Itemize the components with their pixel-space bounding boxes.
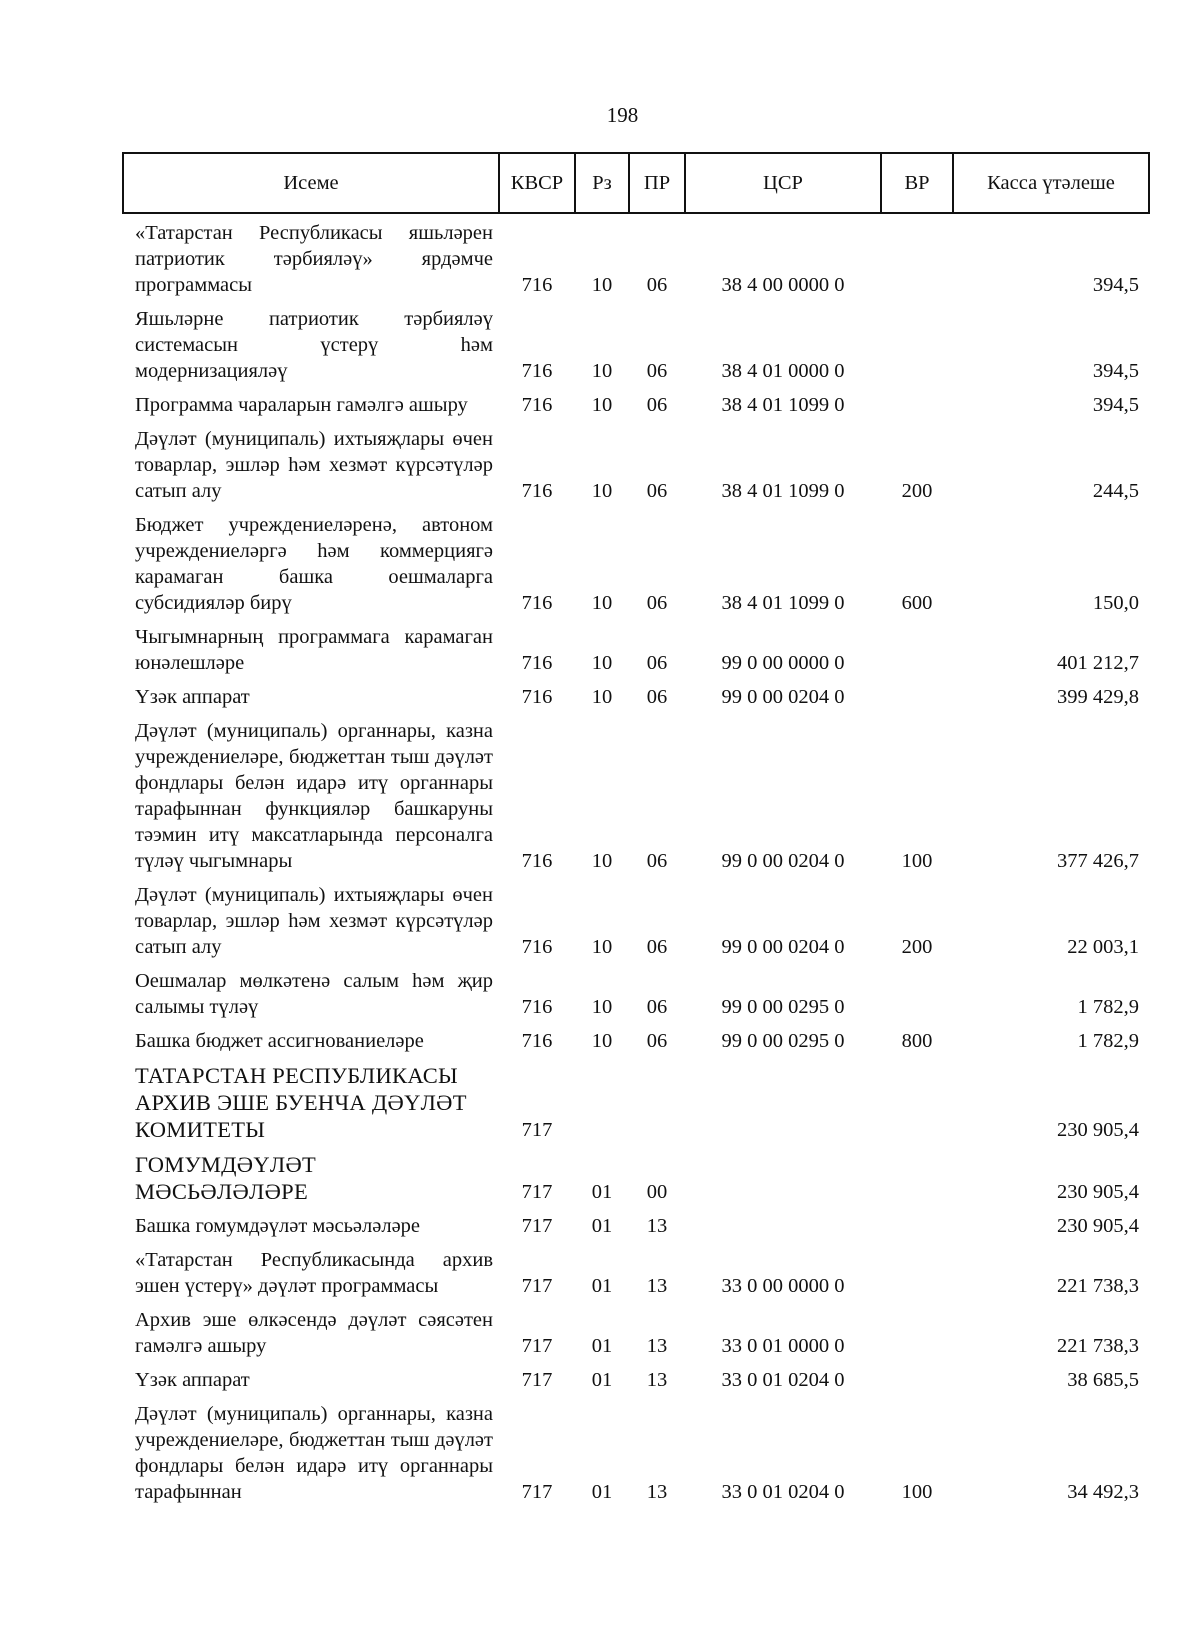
header-cash-execution: Касса үтәлеше <box>953 153 1149 213</box>
cell-csr: 38 4 01 1099 0 <box>721 394 845 416</box>
cell-kvsr: 717 <box>521 1481 553 1503</box>
cell-rz: 10 <box>591 394 613 416</box>
cell-sum: 230 905,4 <box>1057 1119 1139 1141</box>
cell-pr: 13 <box>646 1215 668 1237</box>
cell-csr: 99 0 00 0295 0 <box>721 1030 845 1052</box>
cell-csr: 99 0 00 0204 0 <box>721 850 845 872</box>
header-vr: ВР <box>881 153 953 213</box>
cell-kvsr: 716 <box>521 480 553 502</box>
table-row <box>123 678 1149 712</box>
cell-sum: 1 782,9 <box>1077 1030 1139 1052</box>
cell-pr: 06 <box>646 936 668 958</box>
page-number: 198 <box>606 103 639 127</box>
cell-name: Үзәк аппарат <box>135 1369 250 1391</box>
cell-pr: 06 <box>646 274 668 296</box>
cell-kvsr: 716 <box>521 652 553 674</box>
cell-pr: 06 <box>646 1030 668 1052</box>
cell-rz: 10 <box>591 1030 613 1052</box>
cell-kvsr: 716 <box>521 936 553 958</box>
cell-name: «Татарстан Республикасында архив эшен үстерү» дәүләт программасы <box>135 1249 493 1297</box>
cell-vr <box>881 1241 953 1301</box>
cell-csr: 33 0 01 0204 0 <box>721 1481 845 1503</box>
cell-pr: 06 <box>646 592 668 614</box>
cell-sum: 377 426,7 <box>1057 850 1139 872</box>
cell-pr: 06 <box>646 480 668 502</box>
cell-rz: 10 <box>591 360 613 382</box>
cell-kvsr: 717 <box>521 1181 553 1203</box>
cell-rz: 10 <box>591 936 613 958</box>
header-pr: ПР <box>629 153 685 213</box>
cell-rz <box>575 1056 629 1145</box>
cell-rz: 01 <box>591 1215 613 1237</box>
cell-vr <box>881 1301 953 1361</box>
cell-pr: 06 <box>646 394 668 416</box>
cell-rz: 01 <box>591 1481 613 1503</box>
cell-csr: 38 4 01 0000 0 <box>721 360 845 382</box>
cell-sum: 22 003,1 <box>1067 936 1139 958</box>
cell-pr: 13 <box>646 1335 668 1357</box>
cell-vr: 100 <box>901 850 933 872</box>
table-row <box>123 1301 1149 1361</box>
cell-pr: 06 <box>646 652 668 674</box>
cell-sum: 401 212,7 <box>1057 652 1139 674</box>
cell-kvsr: 716 <box>521 592 553 614</box>
header-name: Исеме <box>123 153 499 213</box>
table-row <box>123 618 1149 678</box>
table-row <box>123 1145 1149 1207</box>
cell-sum: 38 685,5 <box>1067 1369 1139 1391</box>
cell-sum: 221 738,3 <box>1057 1275 1139 1297</box>
cell-name: Дәүләт (муниципаль) ихтыяҗлары өчен товарлар, эшләр һәм хезмәт күрсәтүләр сатып алу <box>135 428 493 502</box>
cell-pr <box>629 1056 685 1145</box>
cell-sum: 244,5 <box>1092 480 1139 502</box>
cell-pr: 06 <box>646 686 668 708</box>
table-row <box>123 506 1149 618</box>
cell-rz: 01 <box>591 1335 613 1357</box>
cell-csr: 99 0 00 0204 0 <box>721 686 845 708</box>
cell-kvsr: 717 <box>521 1119 553 1141</box>
cell-pr: 06 <box>646 850 668 872</box>
table-row <box>123 1241 1149 1301</box>
cell-kvsr: 717 <box>521 1335 553 1357</box>
cell-name: Чыгымнарның программага карамаган юнәлешләре <box>135 626 493 674</box>
cell-rz: 01 <box>591 1275 613 1297</box>
cell-vr: 200 <box>901 480 933 502</box>
cell-csr: 38 4 00 0000 0 <box>721 274 845 296</box>
table-row <box>123 1361 1149 1395</box>
cell-vr <box>881 386 953 420</box>
cell-sum: 150,0 <box>1092 592 1139 614</box>
cell-name: ГОМУМДӘҮЛӘТ МӘСЬӘЛӘЛӘРЕ <box>135 1152 317 1204</box>
cell-name: Башка бюджет ассигнованиеләре <box>135 1030 424 1052</box>
cell-sum: 394,5 <box>1092 394 1139 416</box>
cell-kvsr: 717 <box>521 1369 553 1391</box>
cell-name: Дәүләт (муниципаль) ихтыяҗлары өчен товарлар, эшләр һәм хезмәт күрсәтүләр сатып алу <box>135 884 493 958</box>
cell-rz: 01 <box>591 1181 613 1203</box>
header-kvsr: КВСР <box>499 153 575 213</box>
cell-vr <box>881 1056 953 1145</box>
cell-pr: 13 <box>646 1275 668 1297</box>
cell-vr <box>881 1207 953 1241</box>
cell-csr: 38 4 01 1099 0 <box>721 592 845 614</box>
table-row <box>123 712 1149 876</box>
cell-csr <box>685 1056 881 1145</box>
cell-vr <box>881 618 953 678</box>
cell-name: Архив эше өлкәсендә дәүләт сәясәтен гамәлгә ашыру <box>135 1309 493 1357</box>
cell-rz: 10 <box>591 480 613 502</box>
cell-sum: 399 429,8 <box>1057 686 1139 708</box>
cell-kvsr: 716 <box>521 850 553 872</box>
cell-kvsr: 717 <box>521 1215 553 1237</box>
cell-rz: 10 <box>591 850 613 872</box>
cell-vr <box>881 1361 953 1395</box>
cell-kvsr: 716 <box>521 394 553 416</box>
table-row <box>123 386 1149 420</box>
cell-rz: 10 <box>591 686 613 708</box>
table-row <box>123 300 1149 386</box>
cell-pr: 06 <box>646 996 668 1018</box>
cell-name: Дәүләт (муниципаль) органнары, казна учреждениеләре, бюджеттан тыш дәүләт фондлары белән идарә итү органнары тарафыннан функцияләр башкаруны тәэмин итү максатларында персоналга түләү чыгымнары <box>135 720 493 872</box>
cell-pr: 13 <box>646 1481 668 1503</box>
table-row <box>123 1395 1149 1507</box>
header-rz: Рз <box>575 153 629 213</box>
cell-sum: 221 738,3 <box>1057 1335 1139 1357</box>
cell-vr: 600 <box>901 592 933 614</box>
table-row <box>123 962 1149 1022</box>
cell-name: Яшьләрне патриотик тәрбияләү системасын үстерү һәм модернизацияләү <box>135 308 493 382</box>
cell-name: Бюджет учреждениеләренә, автоном учреждениеләргә һәм коммерциягә карамаган башка оешмаларга субсидияләр бирү <box>135 514 493 614</box>
cell-kvsr: 716 <box>521 360 553 382</box>
cell-rz: 10 <box>591 592 613 614</box>
cell-kvsr: 716 <box>521 686 553 708</box>
cell-rz: 10 <box>591 274 613 296</box>
cell-vr <box>881 1145 953 1207</box>
cell-name: Башка гомумдәүләт мәсьәләләре <box>135 1215 421 1237</box>
table-header-row <box>123 153 1149 213</box>
cell-vr: 200 <box>901 936 933 958</box>
table-row <box>123 1056 1149 1145</box>
cell-kvsr: 716 <box>521 274 553 296</box>
cell-csr: 99 0 00 0295 0 <box>721 996 845 1018</box>
cell-csr: 33 0 01 0000 0 <box>721 1335 845 1357</box>
cell-sum: 230 905,4 <box>1057 1181 1139 1203</box>
cell-kvsr: 716 <box>521 1030 553 1052</box>
table-row <box>123 420 1149 506</box>
cell-sum: 1 782,9 <box>1077 996 1139 1018</box>
cell-name: Дәүләт (муниципаль) органнары, казна учреждениеләре, бюджеттан тыш дәүләт фондлары белән идарә итү органнары тарафыннан <box>135 1403 493 1503</box>
cell-name: Үзәк аппарат <box>135 686 250 708</box>
cell-kvsr: 717 <box>521 1275 553 1297</box>
cell-vr <box>881 678 953 712</box>
table-body <box>123 213 1149 1507</box>
cell-csr: 33 0 00 0000 0 <box>721 1275 845 1297</box>
cell-rz: 01 <box>591 1369 613 1391</box>
cell-vr <box>881 213 953 300</box>
cell-vr: 100 <box>901 1481 933 1503</box>
table-row <box>123 876 1149 962</box>
cell-name: Программа чараларын гамәлгә ашыру <box>135 394 468 416</box>
table-row <box>123 1207 1149 1241</box>
cell-pr: 06 <box>646 360 668 382</box>
budget-table <box>122 152 1150 1507</box>
table-row <box>123 1022 1149 1056</box>
cell-vr <box>881 300 953 386</box>
cell-pr: 13 <box>646 1369 668 1391</box>
cell-csr: 99 0 00 0000 0 <box>721 652 845 674</box>
cell-name: «Татарстан Республикасы яшьләрен патриотик тәрбияләү» ярдәмче программасы <box>135 222 493 296</box>
cell-csr: 33 0 01 0204 0 <box>721 1369 845 1391</box>
cell-rz: 10 <box>591 652 613 674</box>
cell-sum: 230 905,4 <box>1057 1215 1139 1237</box>
cell-sum: 394,5 <box>1092 274 1139 296</box>
cell-name: ТАТАРСТАН РЕСПУБЛИКАСЫ АРХИВ ЭШЕ БУЕНЧА ДӘҮЛӘТ КОМИТЕТЫ <box>135 1063 467 1142</box>
cell-rz: 10 <box>591 996 613 1018</box>
cell-sum: 394,5 <box>1092 360 1139 382</box>
cell-sum: 34 492,3 <box>1067 1481 1139 1503</box>
cell-pr: 00 <box>646 1181 668 1203</box>
header-csr: ЦСР <box>685 153 881 213</box>
cell-name: Оешмалар мөлкәтенә салым һәм җир салымы түләү <box>135 970 493 1018</box>
cell-csr: 38 4 01 1099 0 <box>721 480 845 502</box>
cell-csr <box>685 1145 881 1207</box>
cell-csr: 99 0 00 0204 0 <box>721 936 845 958</box>
table-row <box>123 213 1149 300</box>
cell-vr: 800 <box>901 1030 933 1052</box>
cell-csr <box>685 1207 881 1241</box>
cell-vr <box>881 962 953 1022</box>
cell-kvsr: 716 <box>521 996 553 1018</box>
